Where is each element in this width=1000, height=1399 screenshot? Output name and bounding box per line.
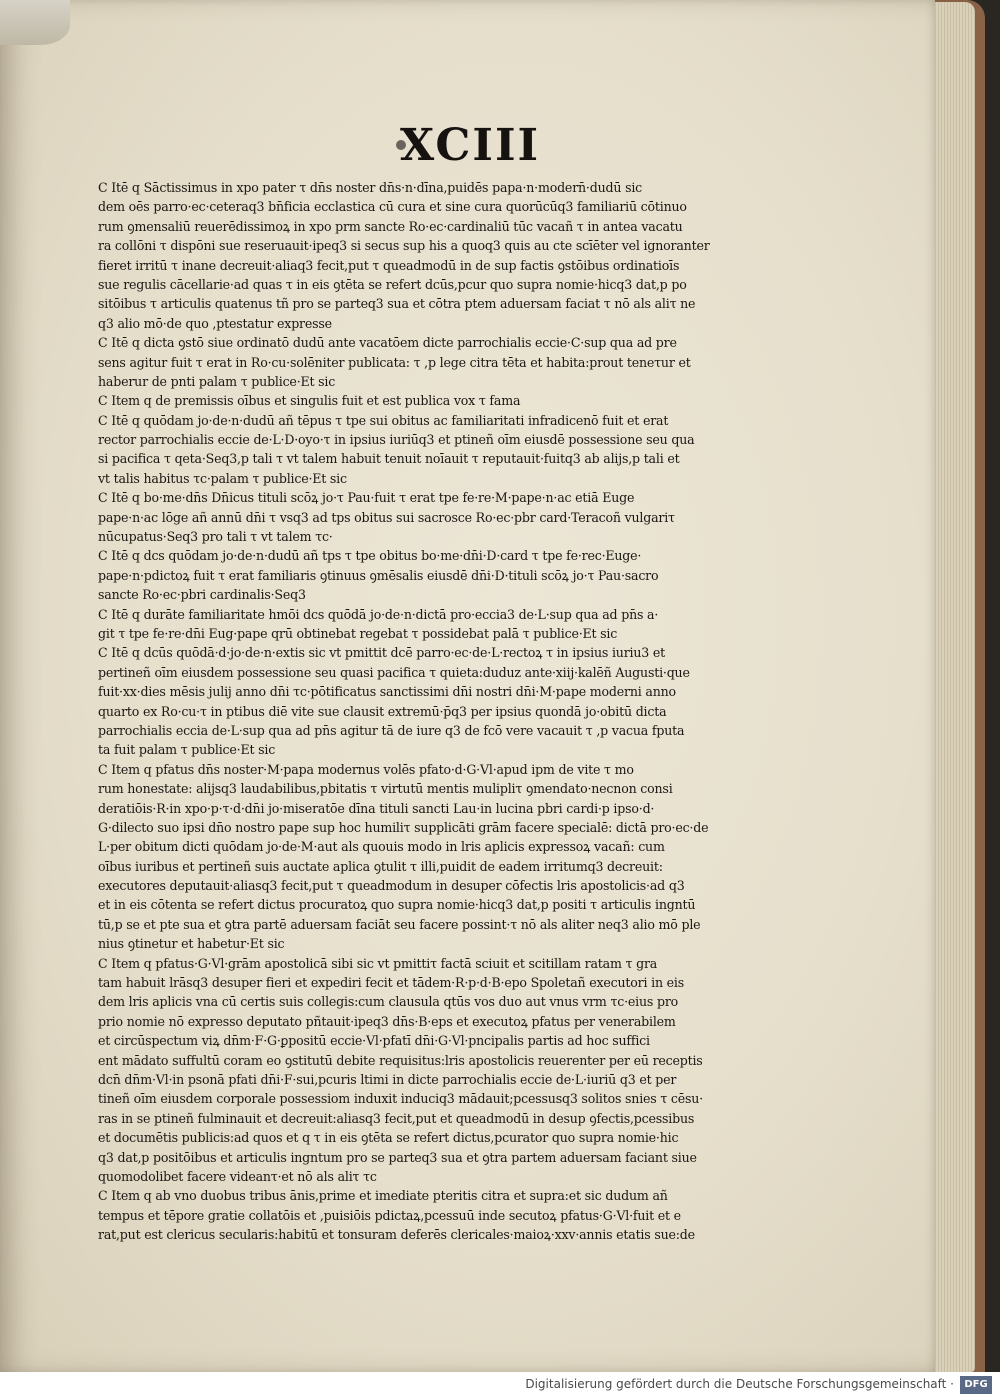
text-line: C Itē q Sāctissimus in xpo pater τ dn̄s noster dn̄s·n·dīna,puidēs papa·n·modern̄·dudū sic <box>98 180 643 195</box>
text-line: ras in se ptineñ fulminauit et decreuit:aliasq3 fecit,put et queadmodū in desup ꝯfectis,pcessibus <box>98 1110 695 1126</box>
text-line: ent mādato suffultū coram eo ꝯstitutū debite requisitus:lris apostolicis reuerenter per eū receptis <box>98 1052 703 1068</box>
text-line: C Item q de premissis oībus et singulis fuit et est publica vox τ fama <box>98 393 521 409</box>
text-line: rum ꝯmensaliū reuerēdissimoꝝ in xpo prm sancte Ro·ec·cardinaliū tūc vacañ τ in antea vacatu <box>98 218 683 234</box>
text-line: q3 alio mō·de quo ,ptestatur expresse <box>98 315 332 331</box>
footer-credit: Digitalisierung gefördert durch die Deutsche Forschungsgemeinschaft · <box>525 1377 954 1391</box>
text-line: nūcupatus·Seq3 pro tali τ vt talem τc· <box>98 529 333 545</box>
text-line: rat,put est clericus secularis:habitū et tonsuram deferēs clericales·maioꝝ·xxv·annis etatis sue:de <box>98 1227 695 1243</box>
text-line: q3 dat,p positōibus et articulis ingntum pro se parteq3 sua et ꝯtra partem aduersam faciant siue <box>98 1149 697 1165</box>
text-line: L·per obitum dicti quōdam jo·de·M·aut als quouis modo in lris aplicis expressoꝝ vacañ: cum <box>98 839 665 855</box>
text-line: ra collōni τ dispōni sue reseruauit·ipeq3 si secus sup his a quoq3 quis au cte scīēter vel ignoranter <box>98 238 710 254</box>
text-line: et documētis publicis:ad quos et q τ in eis ꝯtēta se refert dictus,pcurator quo supra nomie·hic <box>98 1130 679 1146</box>
text-block <box>98 178 768 1244</box>
text-line: tū,p se et pte sua et ꝯtra partē aduersam faciāt seu facere possint·τ nō als aliter neq3 alio mō ple <box>98 916 701 932</box>
text-line: quomodolibet facere videanτ·et nō als aliτ τc <box>98 1168 377 1184</box>
text-line: dem lris aplicis vna cū certis suis collegis:cum clausula qtūs vos duo aut vnus vrm τc·eius pro <box>98 994 679 1010</box>
text-line: pape·n·ac lōge añ annū dn̄i τ vsq3 ad tps obitus sui sacrosce Ro·ec·pbr card·Teracoñ vulgariτ <box>98 509 675 525</box>
text-line: et in eis cōtenta se refert dictus procuratoꝝ quo supra nomie·hicq3 dat,p positi τ articulis ingntū <box>98 897 696 913</box>
text-line: pertineñ oīm eiusdem possessione seu quasi pacifica τ quieta:duduz ante·xiij·kalēñ Augusti·que <box>98 664 690 680</box>
text-line: C Itē q dcūs quōdā·d·jo·de·n·extis sic vt pmittit dcē parro·ec·de·L·rectoꝝ τ in ipsius iuriu3 et <box>98 645 665 661</box>
text-line: rector parrochialis eccie de·L·D·oyo·τ in ipsius iuriūq3 et ptineñ oīm eiusdē possessione seu qua <box>98 432 695 448</box>
text-line: oībus iuribus et pertineñ suis auctate aplica ꝯtulit τ illi,puidit de eadem irritumq3 decreuit: <box>98 858 663 874</box>
text-line: C Itē q dicta ꝯstō siue ordinatō dudū ante vacatōem dicte parrochialis eccie·C·sup qua ad pre <box>98 335 677 351</box>
binding-spine <box>0 0 70 45</box>
text-line: sens agitur fuit τ erat in Ro·cu·solēniter publicata: τ ,p lege citra tēta et habita:prout teneτur et <box>98 354 691 370</box>
dfg-logo: DFG <box>960 1376 992 1394</box>
text-line: C Item q ab vno duobus tribus ānis,prime et imediate pteritis citra et supra:et sic dudum añ <box>98 1188 668 1204</box>
text-line: C Itē q dcs quōdam jo·de·n·dudū añ tps τ tpe obitus bo·me·dn̄i·D·card τ tpe fe·rec·Euge· <box>98 548 642 564</box>
footer-bar <box>0 1372 1000 1399</box>
text-line: tempus et tēpore gratie collatōis et ,puisiōis pdictaꝝ,pcessuū inde secutoꝝ pfatus·G·Vl·fuit et e <box>98 1207 681 1223</box>
text-line: vt talis habitus τc·palam τ publice·Et sic <box>98 470 347 486</box>
text-line: dem oēs parro·ec·ceteraq3 bn̄ficia ecclastica cū cura et sine cura quorūcūq3 familiariū cōtinuo <box>98 199 687 215</box>
text-line: sue regulis cācellarie·ad quas τ in eis ꝯtēta se refert dcūs,pcur quo supra nomie·hicq3 dat,p po <box>98 276 687 292</box>
text-line: G·dilecto suo ipsi dn̄o nostro pape sup hoc humiliτ supplicāti grām facere specialē: dictā pro·ec·de <box>98 819 709 835</box>
text-line: prio nomie nō expresso deputato pñtauit·ipeq3 dn̄s·B·eps et executoꝝ pfatus per venerabilem <box>98 1013 676 1029</box>
text-line: tineñ oīm eiusdem corporale possessiom induxit induciq3 mādauit;pcessusq3 solitos snies τ cēsu· <box>98 1091 704 1107</box>
text-line: pape·n·pdictoꝝ fuit τ erat familiaris ꝯtinuus ꝯmēsalis eiusdē dn̄i·D·tituli scōꝝ jo·τ Pau·sacro <box>98 567 659 583</box>
text-line: C Itē q quōdam jo·de·n·dudū añ tēpus τ tpe sui obitus ac familiaritati infradicenō fuit et erat <box>98 412 669 428</box>
text-line: ta fuit palam τ publice·Et sic <box>98 742 276 758</box>
text-line: C Item q pfatus dn̄s noster·M·papa modernus volēs pfato·d·G·Vl·apud ipm de vite τ mo <box>98 761 634 777</box>
text-line: deratiōis·R·in xpo·p·τ·d·dn̄i jo·miseratōe dīna tituli sancti Lau·in lucina pbri cardi·p ipso·d· <box>98 800 655 816</box>
text-line: tam habuit lrāsq3 desuper fieri et expediri fecit et tādem·R·p·d·B·epo Spoletañ executori in eis <box>98 975 685 991</box>
text-line: et circūspectum viꝝ dn̄m·F·G·ꝑpositū eccie·Vl·pfatī dn̄i·G·Vl·pncipalis partis ad hoc suffici <box>98 1033 650 1049</box>
folio-number: XCIII <box>400 120 541 171</box>
text-line: git τ tpe fe·re·dn̄i Eug·pape qrū obtinebat regebat τ possidebat palā τ publice·Et sic <box>98 625 618 641</box>
text-line: si pacifica τ qeta·Seq3,p tali τ vt talem habuit tenuit noīauit τ reputauit·fuitq3 ab alijs,p tali et <box>98 451 680 467</box>
text-line: C Itē q bo·me·dn̄s Dn̄icus tituli scōꝝ jo·τ Pau·fuit τ erat tpe fe·re·M·pape·n·ac etiā Euge <box>98 490 635 506</box>
text-line: rum honestate: alijsq3 laudabilibus,pbitatis τ virtutū mentis mulipliτ ꝯmendato·necnon consi <box>98 781 673 797</box>
text-line: executores deputauit·aliasq3 fecit,put τ queadmodum in desuper cōfectis lris apostolicis·ad q3 <box>98 878 685 894</box>
text-line: C Itē q durāte familiaritate hmōi dcs quōdā jo·de·n·dictā pro·eccia3 de·L·sup qua ad pn̄s a· <box>98 606 659 622</box>
text-line: fieret irritū τ inane decreuit·aliaq3 fecit,put τ queadmodū in de sup factis ꝯstōibus ordinatioīs <box>98 257 680 273</box>
text-line: fuit·xx·dies mēsis julij anno dn̄i τc·pōtificatus sanctissimi dn̄i nostri dn̄i·M·pape moderni anno <box>98 684 676 700</box>
text-line: dcn̄ dn̄m·Vl·in psonā pfati dn̄i·F·sui,pcuris ltimi in dicte parrochialis eccie de·L·iuriū q3 et per <box>98 1071 677 1087</box>
text-line: nius ꝯtinetur et habetur·Et sic <box>98 936 285 952</box>
text-line: C Item q pfatus·G·Vl·grām apostolicā sibi sic vt pmittiτ factā sciuit et scitillam ratam τ gra <box>98 955 658 971</box>
text-line: haberur de pnti palam τ publice·Et sic <box>98 373 336 389</box>
text-line: sitōibus τ articulis quatenus tñ pro se parteq3 sua et cōtra ptem aduersam faciat τ nō als aliτ ne <box>98 296 696 312</box>
text-line: parrochialis eccia de·L·sup qua ad pn̄s agitur tā de iure q3 de fcō vere vacauit τ ,p vacua fputa <box>98 722 685 738</box>
text-line: quarto ex Ro·cu·τ in ptibus diē vite sue clausit extremū·p̄q3 per ipsius quondā jo·obitū dicta <box>98 703 667 719</box>
text-line: sancte Ro·ec·pbri cardinalis·Seq3 <box>98 587 306 603</box>
